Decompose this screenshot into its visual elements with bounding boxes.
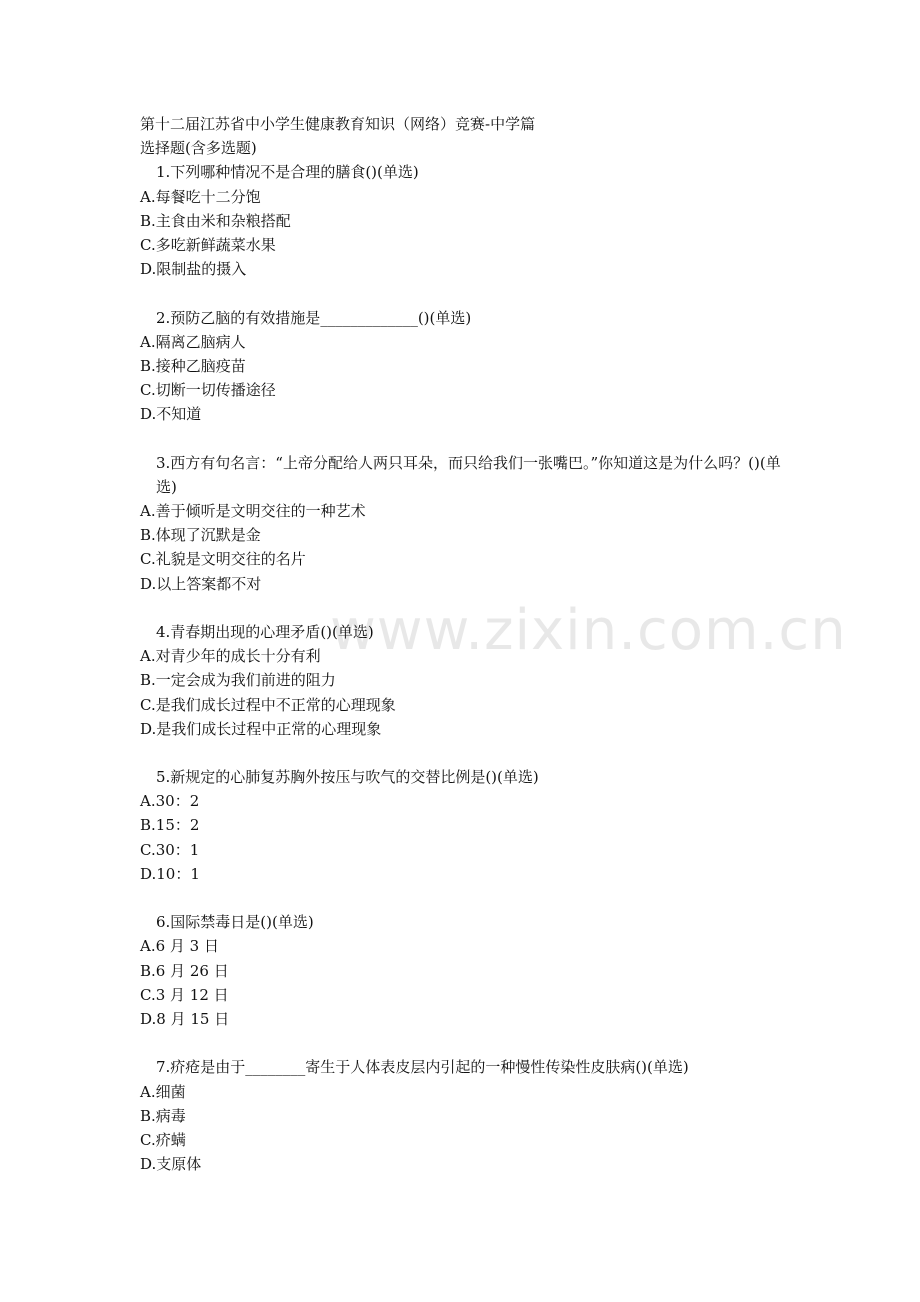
- answer-option: C.礼貌是文明交往的名片: [140, 550, 306, 569]
- answer-option: A.对青少年的成长十分有利: [140, 647, 321, 666]
- answer-option: C.30：1: [140, 840, 200, 859]
- spacer: [140, 281, 800, 305]
- spacer: [140, 596, 800, 620]
- answer-option: D.限制盐的摄入: [140, 260, 247, 279]
- answer-option: C.切断一切传播途径: [140, 381, 276, 400]
- answer-option: B.体现了沉默是金: [140, 526, 261, 545]
- document-body: [140, 112, 800, 1176]
- question-prompt: 4.青春期出现的心理矛盾()(单选): [156, 622, 374, 641]
- question-block: [140, 160, 800, 281]
- answer-option: C.多吃新鲜蔬菜水果: [140, 235, 276, 254]
- answer-option: C.3 月 12 日: [140, 985, 229, 1004]
- answer-option: B.接种乙脑疫苗: [140, 356, 246, 375]
- question-prompt: 5.新规定的心肺复苏胸外按压与吹气的交替比例是()(单选): [156, 768, 539, 787]
- question-block: [140, 620, 800, 741]
- answer-option: A.6 月 3 日: [140, 937, 219, 956]
- answer-option: B.6 月 26 日: [140, 961, 229, 980]
- answer-option: D.是我们成长过程中正常的心理现象: [140, 719, 382, 738]
- question-prompt: 3.西方有句名言：“上帝分配给人两只耳朵，而只给我们一张嘴巴。”你知道这是为什么吗？()(单选): [156, 453, 781, 496]
- answer-option: C.是我们成长过程中不正常的心理现象: [140, 695, 396, 714]
- spacer: [140, 741, 800, 765]
- answer-option: D.以上答案都不对: [140, 574, 262, 593]
- spacer: [140, 1031, 800, 1055]
- question-prompt: 6.国际禁毒日是()(单选): [156, 913, 314, 932]
- answer-option: D.不知道: [140, 405, 202, 424]
- question-block: [140, 765, 800, 886]
- answer-option: D.10：1: [140, 864, 200, 883]
- answer-option: A.30：2: [140, 792, 200, 811]
- spacer: [140, 426, 800, 450]
- answer-option: D.支原体: [140, 1155, 202, 1174]
- answer-option: B.一定会成为我们前进的阻力: [140, 671, 336, 690]
- document-title: 第十二届江苏省中小学生健康教育知识（网络）竞赛-中学篇: [140, 115, 536, 133]
- answer-option: B.主食由米和杂粮搭配: [140, 211, 291, 230]
- answer-option: A.细菌: [140, 1082, 186, 1101]
- question-block: [140, 451, 800, 596]
- question-block: [140, 910, 800, 1031]
- answer-option: A.善于倾听是文明交往的一种艺术: [140, 502, 366, 521]
- question-prompt: 1.下列哪种情况不是合理的膳食()(单选): [156, 163, 419, 182]
- answer-option: B.病毒: [140, 1106, 186, 1125]
- question-prompt: 2.预防乙脑的有效措施是_____________()(单选): [156, 308, 472, 327]
- answer-option: A.每餐吃十二分饱: [140, 187, 261, 206]
- question-prompt: 7.疥疮是由于________寄生于人体表皮层内引起的一种慢性传染性皮肤病()(单选): [156, 1058, 689, 1077]
- spacer: [140, 886, 800, 910]
- answer-option: C.疥螨: [140, 1130, 186, 1149]
- section-heading: 选择题(含多选题): [140, 139, 257, 158]
- question-block: [140, 306, 800, 427]
- answer-option: B.15：2: [140, 816, 200, 835]
- answer-option: A.隔离乙脑病人: [140, 332, 246, 351]
- site-watermark: www.zixin.com.cn: [330, 598, 847, 663]
- answer-option: D.8 月 15 日: [140, 1009, 230, 1028]
- question-block: [140, 1055, 800, 1176]
